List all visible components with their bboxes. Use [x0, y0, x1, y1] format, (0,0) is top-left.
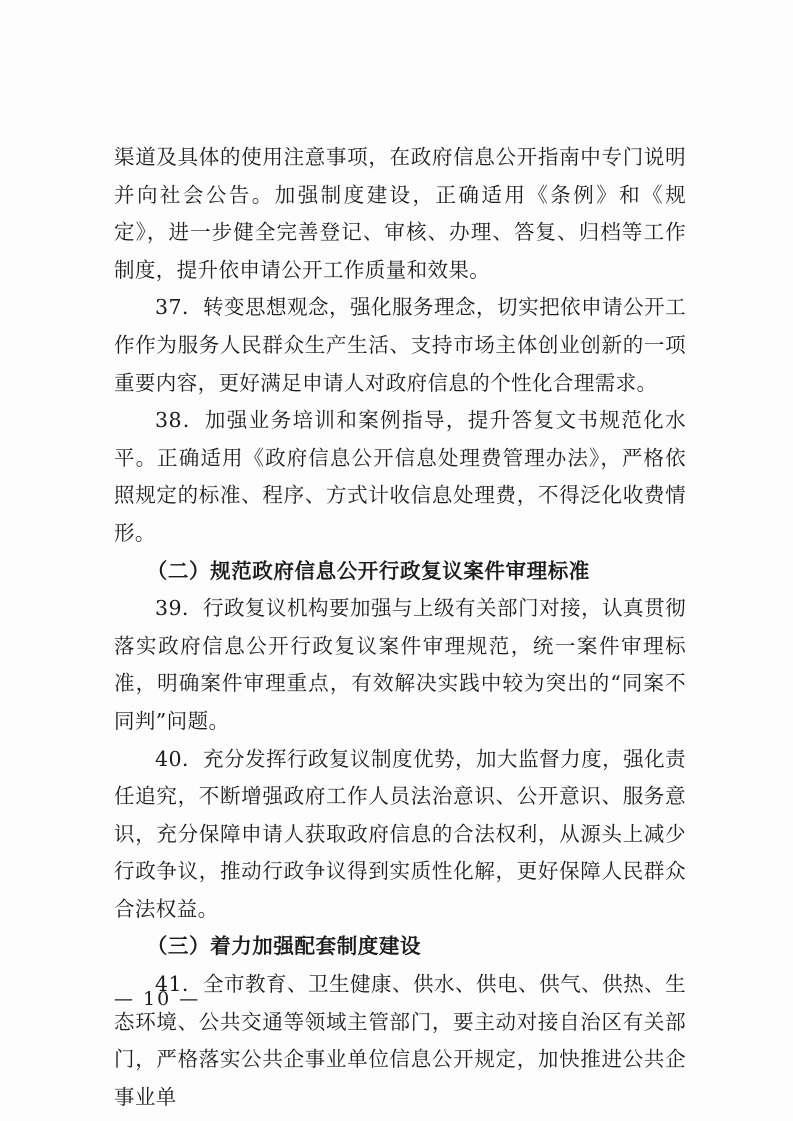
section-heading-3: （三）着力加强配套制度建设: [146, 934, 422, 959]
paragraph-41: 41．全市教育、卫生健康、供水、供电、供气、供热、生态环境、公共交通等领域主管部门，要主动对接自治区有关部门，严格落实公共企事业单位信息公开规定，加快推进公共企事业单: [114, 972, 686, 1109]
paragraph-40: 40．充分发挥行政复议制度优势，加大监督力度，强化责任追究，不断增强政府工作人员法治意识、公开意识、服务意识，充分保障申请人获取政府信息的合法权利，从源头上减少行政争议，推动行政争议得到实质性化解，更好保障人民群众合法权益。: [114, 746, 686, 921]
paragraph-39: 39．行政复议机构要加强与上级有关部门对接，认真贯彻落实政府信息公开行政复议案件审理规范，统一案件审理标准，明确案件审理重点，有效解决实践中较为突出的“同案不同判”问题。: [114, 596, 686, 733]
paragraph-37: 37．转变思想观念，强化服务理念，切实把依申请公开工作作为服务人民群众生产生活、支持市场主体创业创新的一项重要内容，更好满足申请人对政府信息的个性化合理需求。: [114, 295, 686, 395]
paragraph-continuation: 渠道及具体的使用注意事项，在政府信息公开指南中专门说明并向社会公告。加强制度建设，正确适用《条例》和《规定》，进一步健全完善登记、审核、办理、答复、归档等工作制度，提升依申请公开工作质量和效果。: [114, 145, 686, 282]
paragraph-38: 38．加强业务培训和案例指导，提升答复文书规范化水平。正确适用《政府信息公开信息处理费管理办法》，严格依照规定的标准、程序、方式计收信息处理费，不得泛化收费情形。: [114, 408, 686, 545]
document-body: [114, 139, 686, 1116]
section-heading-2: （二）规范政府信息公开行政复议案件审理标准: [146, 558, 590, 583]
page-number: — 10 —: [114, 988, 201, 1010]
